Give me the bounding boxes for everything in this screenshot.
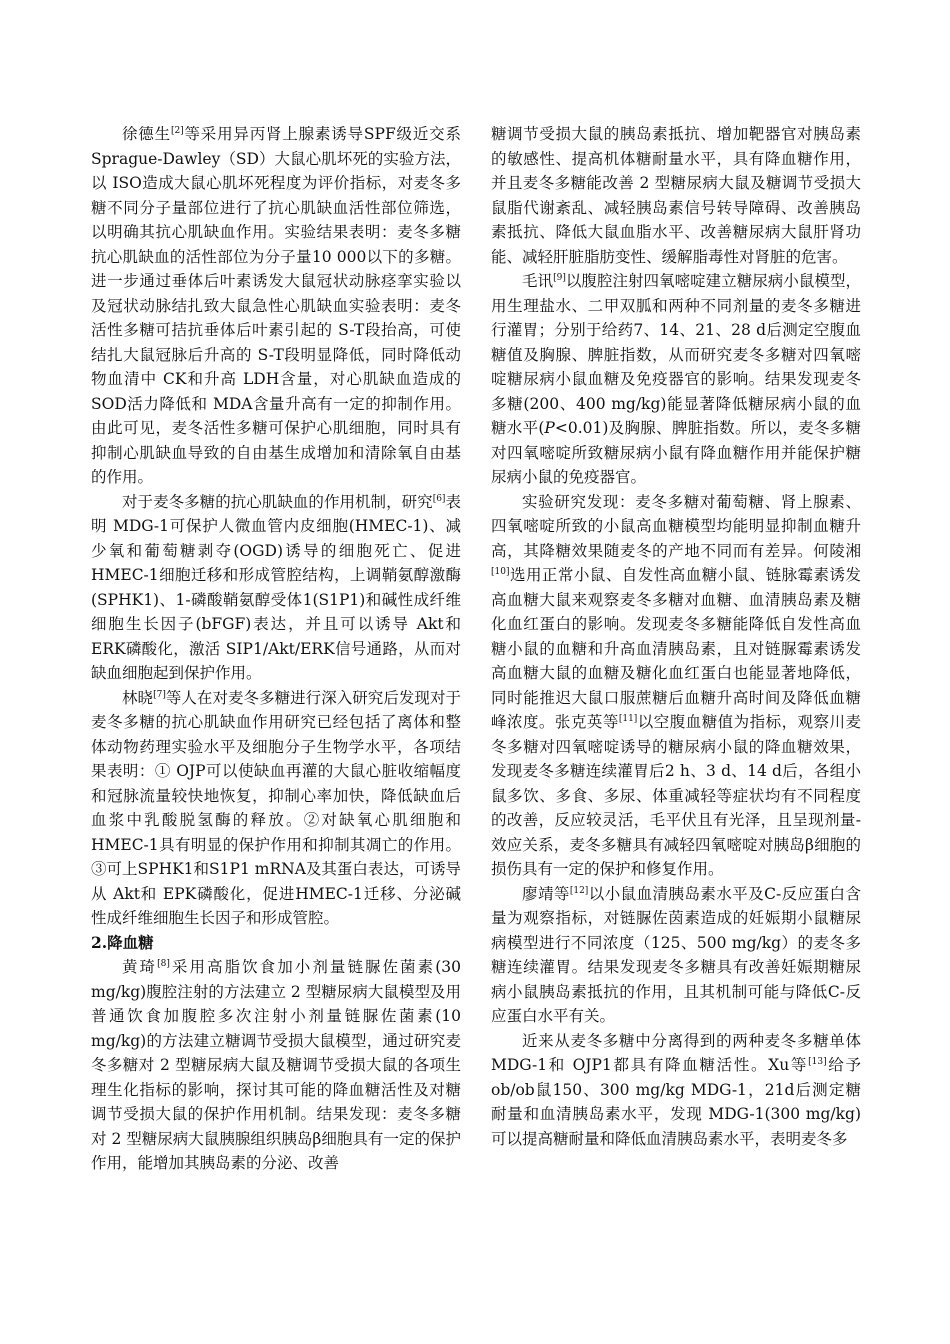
left-column — [91, 122, 461, 1176]
citation[interactable]: [8] — [157, 958, 170, 969]
citation[interactable]: [10] — [491, 566, 510, 577]
paragraph-mechanism: 对于麦冬多糖的抗心肌缺血的作用机制，研究[6]表明 MDG-1可保护人微血管内皮细胞(HMEC-1)、减少氧和葡萄糖剥夺(OGD)诱导的细胞死亡、促进 HMEC-1细胞迁移和形成管腔结构，上调鞘氨醇激酶(SPHK1)、1-磷酸鞘氨醇受体1(S1P1)和碱性成纤维细胞生长因子(bFGF)表达，并且可以诱导 Akt和 ERK磷酸化，激活 SIP1/Akt/ERK信号通路，从而对缺血细胞起到保护作用。 — [91, 492, 461, 682]
citation[interactable]: [7] — [153, 689, 166, 700]
paragraph-myocardial-active-site: 徐德生[2]等采用异丙肾上腺素诱导SPF级近交系Sprague-Dawley（SD）大鼠心肌坏死的实验方法，以 ISO造成大鼠心肌坏死程度为评价指标，对麦冬多糖不同分子量部位进行了抗心肌缺血活性部位筛选，以明确其抗心肌缺血作用。实验结果表明：麦冬多糖抗心肌缺血的活性部位为分子量10 000以下的多糖。进一步通过垂体后叶素诱发大鼠冠状动脉痉挛实验以及冠状动脉结扎致大鼠急性心肌缺血实验表明：麦冬活性多糖可拮抗垂体后叶素引起的 S-T段抬高，可使结扎大鼠冠脉后升高的 S-T段明显降低，同时降低动物血清中 CK和升高 LDH含量，对心肌缺血造成的 SOD活力降低和 MDA含量升高有一定的抑制作用。由此可见，麦冬活性多糖可保护心肌细胞，同时具有抑制心肌缺血导致的自由基生成增加和清除氧自由基的作用。 — [91, 125, 461, 486]
citation[interactable]: [9] — [553, 272, 566, 283]
paragraph-huangqi: 黄琦[8]采用高脂饮食加小剂量链脲佐菌素(30 mg/kg)腹腔注射的方法建立 2 型糖尿病大鼠模型及用普通饮食加腹腔多次注射小剂量链脲佐菌素(10 mg/kg)的方法建立糖调节受损大鼠模型，通过研究麦冬多糖对 2 型糖尿病大鼠及糖调节受损大鼠的各项生理生化指标的影响，探讨其可能的降血糖活性及对糖调节受损大鼠的保护作用机制。结果发现：麦冬多糖对 2 型糖尿病大鼠胰腺组织胰岛β细胞具有一定的保护作用，能增加其胰岛素的分泌、改善 — [91, 958, 461, 1172]
citation[interactable]: [2] — [170, 125, 184, 136]
paragraph-monomers: 近来从麦冬多糖中分离得到的两种麦冬多糖单体 MDG-1和 OJP1都具有降血糖活性。Xu等[13]给予ob/ob鼠150、300 mg/kg MDG-1，21d后测定糖耐量和血清胰岛素水平，发现 MDG-1(300 mg/kg)可以提高糖耐量和降低血清胰岛素水平，表明麦冬多 — [491, 1031, 861, 1148]
citation[interactable]: [13] — [808, 1056, 827, 1067]
citation[interactable]: [6] — [432, 493, 446, 504]
right-column — [491, 122, 861, 1151]
citation[interactable]: [12] — [569, 885, 589, 896]
section-heading: 2.降血糖 — [91, 932, 154, 952]
paragraph-maoxun: 毛讯[9]以腹腔注射四氧嘧啶建立糖尿病小鼠模型，用生理盐水、二甲双胍和两种不同剂量的麦冬多糖进行灌胃；分别于给药7、14、21、28 d后测定空腹血糖值及胸腺、脾脏指数，从而研究麦冬多糖对四氧嘧啶糖尿病小鼠血糖及免疫器官的影响。结果发现麦冬多糖(200、400 mg/kg)能显著降低糖尿病小鼠的血糖水平(P<0.01)及胸腺、脾脏指数。所以，麦冬多糖对四氧嘧啶所致糖尿病小鼠有降血糖作用并能保护糖尿病小鼠的免疫器官。 — [491, 272, 861, 486]
citation[interactable]: [11] — [618, 713, 638, 724]
paragraph-continuation: 糖调节受损大鼠的胰岛素抵抗、增加靶器官对胰岛素的敏感性、提高机体糖耐量水平，具有降血糖作用，并且麦冬多糖能改善 2 型糖尿病大鼠及糖调节受损大鼠脂代谢紊乱、减轻胰岛素信号转导障碍、改善胰岛素抵抗、降低大鼠血脂水平、改善糖尿病大鼠肝肾功能、减轻肝脏脂肪变性、缓解脂毒性对肾脏的危害。 — [491, 125, 861, 266]
paragraph-liaojing: 廖靖等[12]以小鼠血清胰岛素水平及C-反应蛋白含量为观察指标，对链脲佐茵素造成的妊娠期小鼠糖尿病模型进行不同浓度（125、500 mg/kg）的麦冬多糖连续灌胃。结果发现麦冬多糖具有改善妊娠期糖尿病小鼠胰岛素抵抗的作用，且其机制可能与降低C-反应蛋白水平有关。 — [491, 884, 861, 1025]
paragraph-linxiao: 林晓[7]等人在对麦冬多糖进行深入研究后发现对于麦冬多糖的抗心肌缺血作用研究已经包括了离体和整体动物药理实验水平及细胞分子生物学水平，各项结果表明：① OJP可以使缺血再灌的大鼠心脏收缩幅度和冠脉流量较快地恢复，抑制心率加快，降低缺血后血浆中乳酸脱氢酶的释放。②对缺氧心肌细胞和 HMEC-1具有明显的保护作用和抑制其凋亡的作用。③可上SPHK1和S1P1 mRNA及其蛋白表达，可诱导从 Akt和 EPK磷酸化，促进HMEC-1迁移、分泌碱性成纤维细胞生长因子和形成管腔。 — [91, 688, 461, 927]
paragraph-experimental: 实验研究发现：麦冬多糖对葡萄糖、肾上腺素、四氧嘧啶所致的小鼠高血糖模型均能明显抑制血糖升高，其降糖效果随麦冬的产地不同而有差异。何陵湘[10]选用正常小鼠、自发性高血糖小鼠、链脉霉素诱发高血糖大鼠来观察麦冬多糖对血糖、血清胰岛素及糖化血红蛋白的影响。发现麦冬多糖能降低自发性高血糖小鼠的血糖和升高血清胰岛素，且对链脲霉素诱发高血糖大鼠的血糖及糖化血红蛋白也能显著地降低，同时能推迟大鼠口服蔗糖后血糖升高时间及降低血糖峰浓度。张克英等[11]以空腹血糖值为指标，观察川麦冬多糖对四氧嘧啶诱导的糖尿病小鼠的降血糖效果，发现麦冬多糖连续灌胃后2 h、3 d、14 d后，各组小鼠多饮、多食、多尿、体重减轻等症状均有不同程度的改善，反应较灵活，毛平伏且有光泽，且呈现剂量-效应关系，麦冬多糖具有减轻四氧嘧啶对胰岛β细胞的损伤具有一定的保护和修复作用。 — [491, 492, 861, 878]
